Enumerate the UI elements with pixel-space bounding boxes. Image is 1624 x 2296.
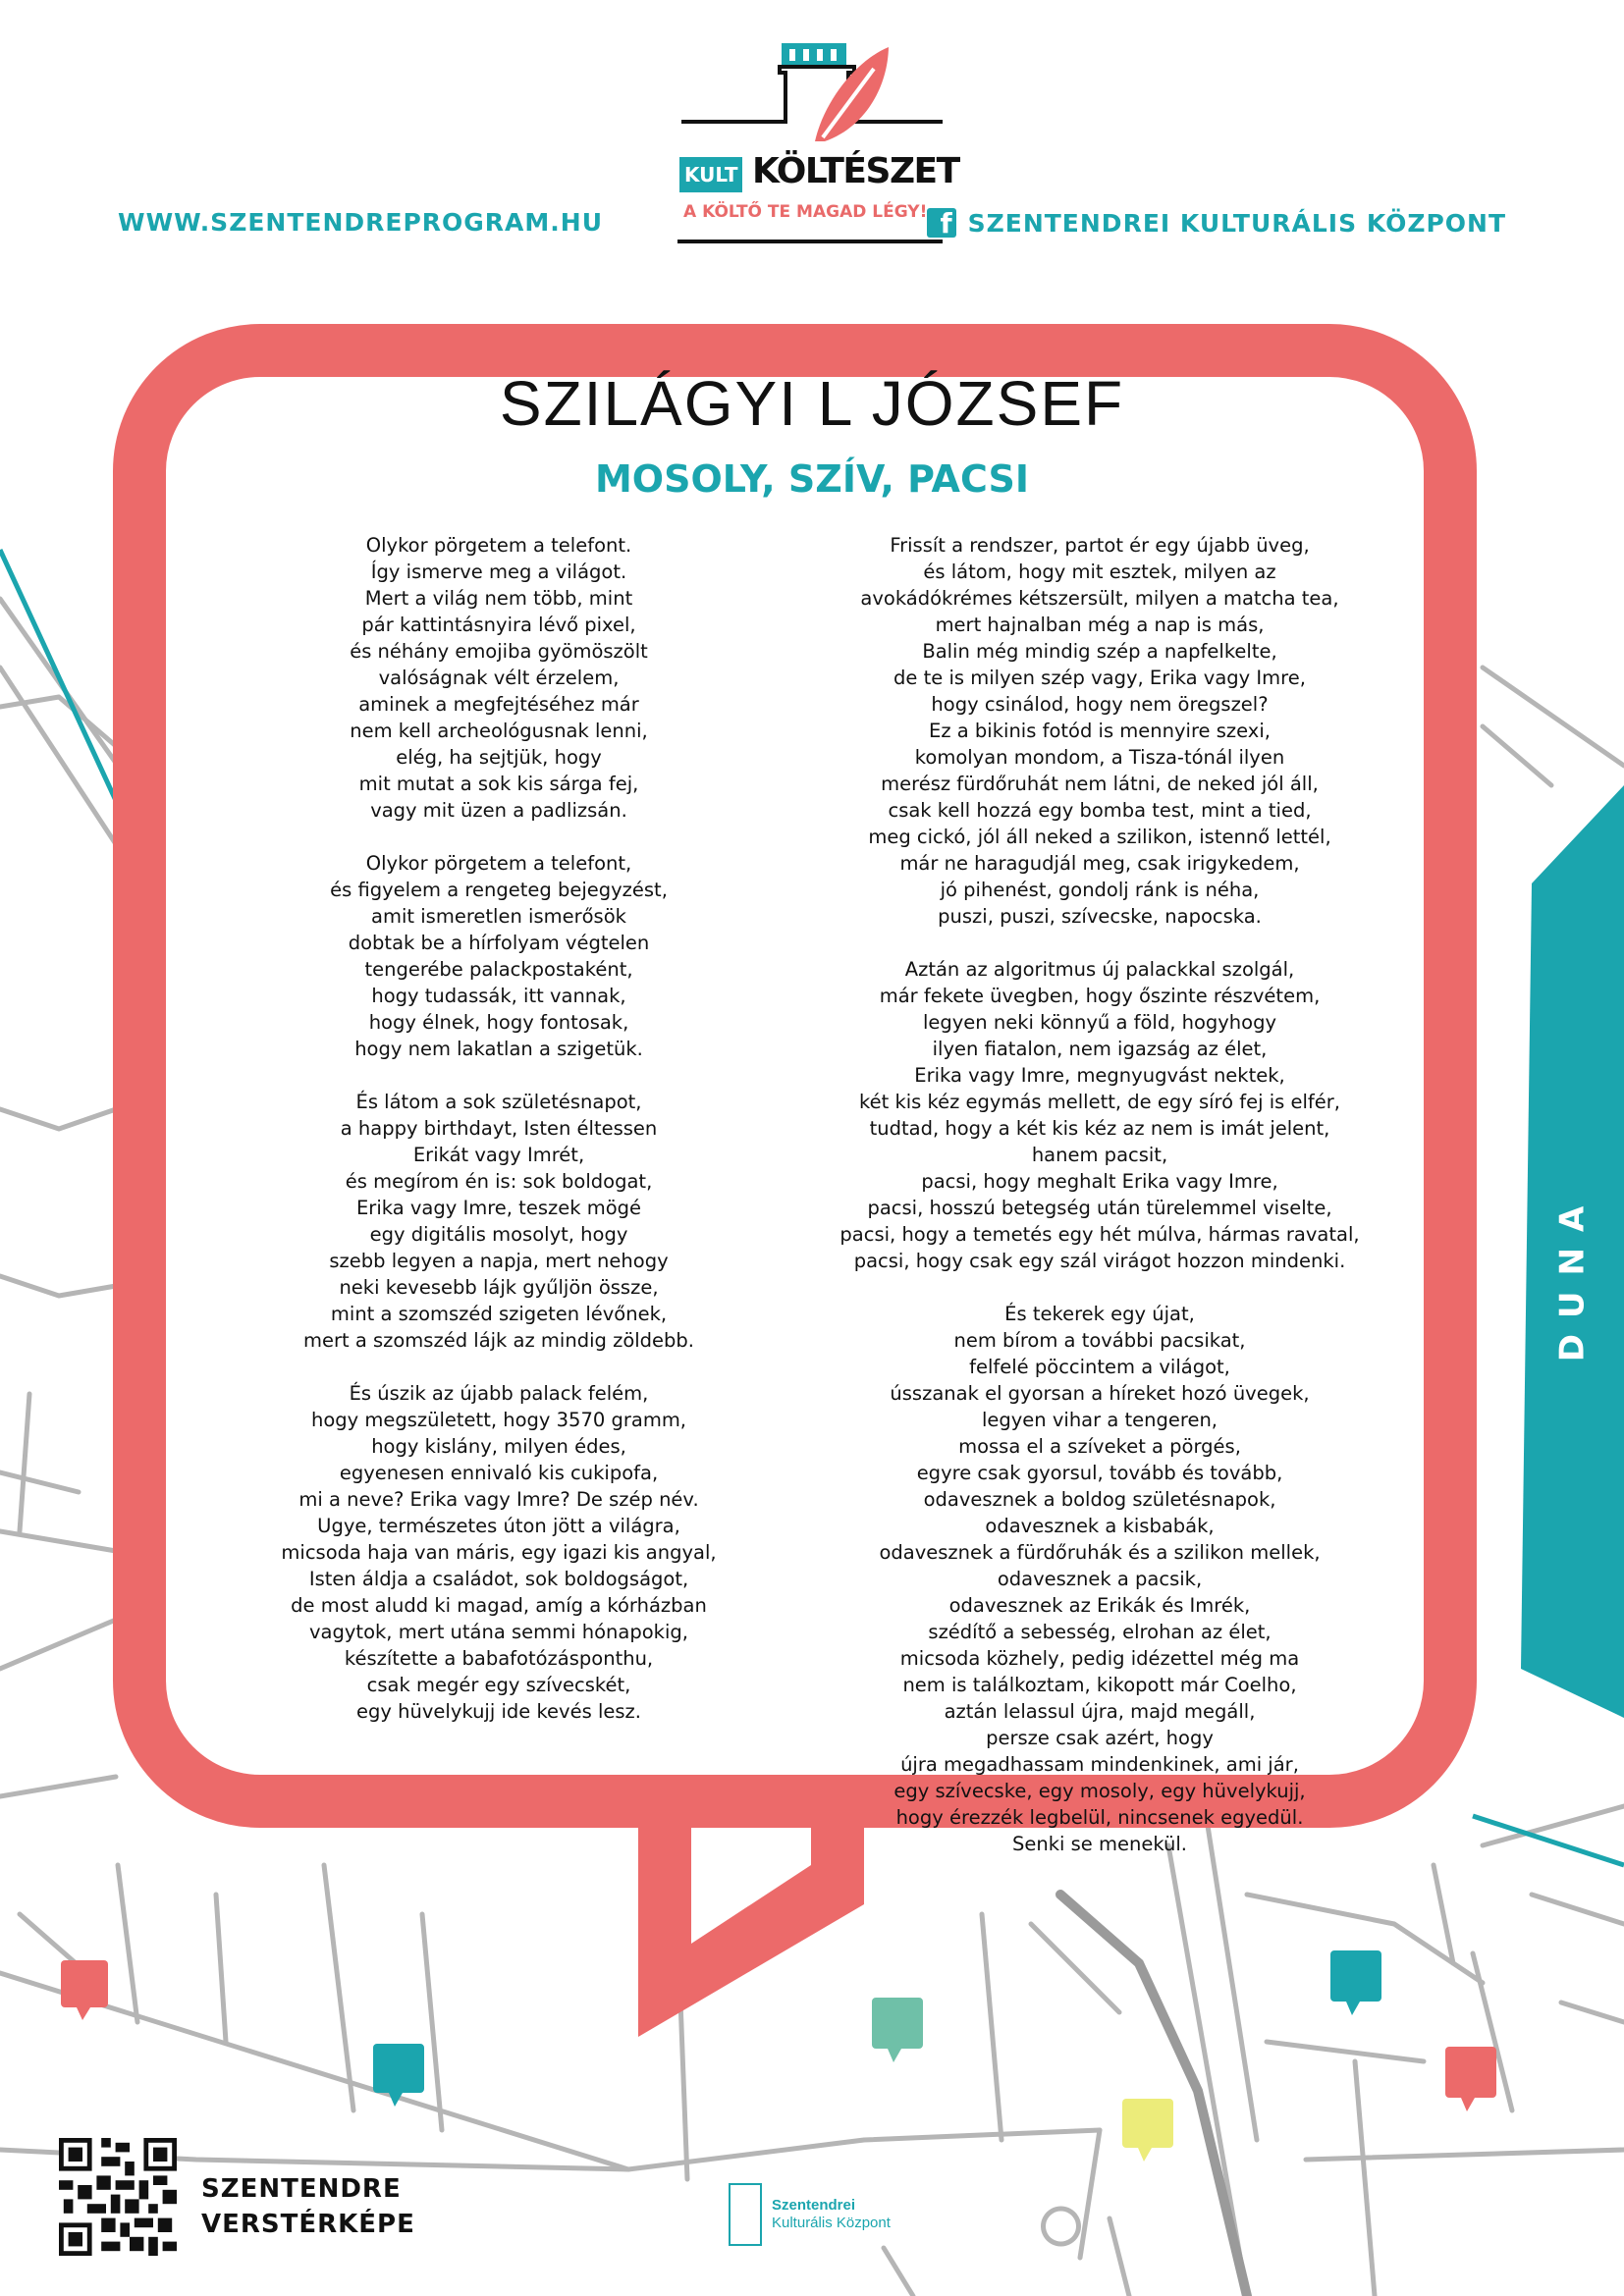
poem-line: hogy csinálod, hogy nem öregszel? xyxy=(931,693,1269,716)
logo-tagline: A KÖLTŐ TE MAGAD LÉGY! xyxy=(683,202,928,222)
poem-line: egy hüvelykujj ide kevés lesz. xyxy=(356,1700,641,1723)
poem-line: merész fürdőruhát nem látni, de neked jól áll, xyxy=(881,773,1319,795)
poem-line: már fekete üvegben, hogy őszinte részvétem, xyxy=(879,985,1321,1007)
poem-stanza xyxy=(224,1380,774,1725)
poem-line: micsoda közhely, pedig idézettel még ma xyxy=(899,1647,1300,1670)
poem-line: két kis kéz egymás mellett, de egy síró fej is elfér, xyxy=(859,1091,1340,1113)
poem-line: hogy megszületett, hogy 3570 gramm, xyxy=(310,1409,687,1431)
poet-name: SZILÁGYI L JÓZSEF xyxy=(499,368,1125,439)
poem-line: Balin még mindig szép a napfelkelte, xyxy=(922,640,1277,663)
poem-line: egyenesen ennivaló kis cukipofa, xyxy=(339,1462,659,1484)
organization-name-line1: Szentendrei xyxy=(772,2197,856,2214)
poem-line: pacsi, hosszú betegség után türelemmel viselte, xyxy=(867,1197,1332,1219)
poem-line: tudtad, hogy a két kis kéz az nem is imát jelent, xyxy=(869,1117,1330,1140)
poem-line: neki kevesebb lájk gyűljön össze, xyxy=(339,1276,659,1299)
poem-line: és figyelem a rengeteg bejegyzést, xyxy=(330,879,668,901)
map-title xyxy=(201,2171,415,2242)
poem-line: dobtak be a hírfolyam végtelen xyxy=(348,932,650,954)
poem-line: odavesznek a pacsik, xyxy=(997,1568,1203,1590)
poem-line: de most aludd ki magad, amíg a kórházban xyxy=(291,1594,707,1617)
qr-code-icon[interactable] xyxy=(59,2138,177,2256)
map-title-line1: SZENTENDRE xyxy=(201,2174,402,2204)
poem-stanza xyxy=(224,532,774,824)
poem-line: Aztán az algoritmus új palackkal szolgál, xyxy=(904,958,1295,981)
poem-line: mi a neve? Erika vagy Imre? De szép név. xyxy=(298,1488,699,1511)
speech-bubble-icon xyxy=(61,1960,108,2020)
speech-bubble-icon xyxy=(1330,1950,1381,2015)
poem-line: nem kell archeológusnak lenni, xyxy=(350,720,648,742)
poem-line: már ne haragudjál meg, csak irigykedem, xyxy=(899,852,1300,875)
poem-line: hogy tudassák, itt vannak, xyxy=(371,985,626,1007)
poem-line: hogy érezzék legbelül, nincsenek egyedül. xyxy=(895,1806,1304,1829)
poem-line: a happy birthdayt, Isten éltessen xyxy=(340,1117,658,1140)
poem-line: Olykor pörgetem a telefont, xyxy=(365,852,632,875)
poem-line: egy digitális mosolyt, hogy xyxy=(369,1223,628,1246)
organization-logo-icon xyxy=(729,2183,762,2246)
poem-line: készítette a babafotózásponthu, xyxy=(344,1647,654,1670)
poem-stanza xyxy=(825,532,1375,930)
poem-line: és látom, hogy mit esztek, milyen az xyxy=(923,561,1276,583)
poem-line: komolyan mondom, a Tisza-tónál ilyen xyxy=(914,746,1285,769)
river-label-text: DUNA xyxy=(1552,1190,1593,1362)
facebook-icon: f xyxy=(927,208,956,238)
poem-line: aztán lelassul újra, majd megáll, xyxy=(944,1700,1256,1723)
poem-line: vagy mit üzen a padlizsán. xyxy=(370,799,627,822)
poem-line: ússzanak el gyorsan a híreket hozó üvegek, xyxy=(890,1382,1310,1405)
logo-badge: KULT xyxy=(679,157,742,192)
poem-line: mert hajnalban még a nap is más, xyxy=(935,614,1265,636)
poem-line: egy szívecske, egy mosoly, egy hüvelykujj, xyxy=(893,1780,1306,1802)
poem-line: avokádókrémes kétszersült, milyen a matcha tea, xyxy=(860,587,1339,610)
poem-line: És úszik az újabb palack felém, xyxy=(349,1382,649,1405)
poem-line: micsoda haja van máris, egy igazi kis angyal, xyxy=(281,1541,717,1564)
poem-line: puszi, puszi, szívecske, napocska. xyxy=(938,905,1262,928)
poem-line: meg cickó, jól áll neked a szilikon, istennő lettél, xyxy=(868,826,1331,848)
poem-line: mossa el a szíveket a pörgés, xyxy=(958,1435,1241,1458)
poem-line: Ez a bikinis fotód is mennyire szexi, xyxy=(929,720,1271,742)
poem-line: Erika vagy Imre, teszek mögé xyxy=(355,1197,641,1219)
poem-line: És látom a sok születésnapot, xyxy=(355,1091,642,1113)
poem-line: nem is találkoztam, kikopott már Coelho, xyxy=(902,1674,1297,1696)
poem-line: odavesznek a kisbabák, xyxy=(985,1515,1215,1537)
poem-line: csak megér egy szívecskét, xyxy=(366,1674,631,1696)
poem-stanza xyxy=(224,1089,774,1354)
logo-title: KÖLTÉSZET xyxy=(752,151,959,191)
facebook-link[interactable] xyxy=(927,208,1506,238)
poem-line: valóságnak vélt érzelem, xyxy=(378,667,620,689)
poem-line: hogy kislány, milyen édes, xyxy=(371,1435,626,1458)
poem-line: amit ismeretlen ismerősök xyxy=(371,905,626,928)
poem-line: hanem pacsit, xyxy=(1031,1144,1168,1166)
poem-stanza xyxy=(825,1301,1375,1857)
poem-line: Olykor pörgetem a telefont. xyxy=(365,534,632,557)
poem-line: jó pihenést, gondolj ránk is néha, xyxy=(940,879,1260,901)
speech-bubble-icon xyxy=(373,2044,424,2107)
poem-line: felfelé pöccintem a világot, xyxy=(969,1356,1230,1378)
poem-line: nem bírom a további pacsikat, xyxy=(953,1329,1246,1352)
poem-line: pacsi, hogy meghalt Erika vagy Imre, xyxy=(921,1170,1278,1193)
poem-line: elég, ha sejtjük, hogy xyxy=(396,746,602,769)
poem-line: odavesznek az Erikák és Imrék, xyxy=(948,1594,1251,1617)
poem-stanza xyxy=(224,850,774,1062)
speech-bubble-icon xyxy=(1122,2099,1173,2162)
poem-line: pacsi, hogy a temetés egy hét múlva, hármas ravatal, xyxy=(839,1223,1360,1246)
poem-line: Erikát vagy Imrét, xyxy=(412,1144,585,1166)
ink-pot-feather-icon xyxy=(677,39,947,157)
poem-line: pár kattintásnyira lévő pixel, xyxy=(361,614,636,636)
poem-line: hogy nem lakatlan a szigetük. xyxy=(354,1038,643,1060)
poem-line: újra megadhassam mindenkinek, ami jár, xyxy=(900,1753,1299,1776)
poem-line: hogy élnek, hogy fontosak, xyxy=(368,1011,629,1034)
speech-bubble-icon xyxy=(1445,2047,1496,2111)
poem-line: Frissít a rendszer, partot ér egy újabb üveg, xyxy=(890,534,1310,557)
poem-line: legyen vihar a tengeren, xyxy=(981,1409,1218,1431)
poem-line: és néhány emojiba gyömöszölt xyxy=(350,640,648,663)
poem-line: persze csak azért, hogy xyxy=(986,1727,1214,1749)
poem-line: csak kell hozzá egy bomba test, mint a tied, xyxy=(888,799,1312,822)
poem-line: Mert a világ nem több, mint xyxy=(364,587,633,610)
poem-right-column xyxy=(825,532,1375,1884)
poem-line: legyen neki könnyű a föld, hogyhogy xyxy=(922,1011,1277,1034)
poem-line: odavesznek a fürdőruhák és a szilikon mellek, xyxy=(879,1541,1321,1564)
kult-kolteszet-logo xyxy=(677,39,959,247)
poem-line: Erika vagy Imre, megnyugvást nektek, xyxy=(914,1064,1285,1087)
river-label xyxy=(1521,1158,1624,1394)
logo-divider xyxy=(677,240,943,243)
poem-line: mit mutat a sok kis sárga fej, xyxy=(358,773,639,795)
speech-bubble-icon xyxy=(872,1998,923,2062)
poem-line: Isten áldja a családot, sok boldogságot, xyxy=(308,1568,689,1590)
facebook-label: SZENTENDREI KULTURÁLIS KÖZPONT xyxy=(967,208,1506,238)
poem-stanza xyxy=(825,956,1375,1274)
poem-line: aminek a megfejtéséhez már xyxy=(358,693,639,716)
poem-line: szédítő a sebesség, elrohan az élet, xyxy=(928,1621,1272,1643)
poem-line: odavesznek a boldog születésnapok, xyxy=(923,1488,1276,1511)
poem-line: és megírom én is: sok boldogat, xyxy=(345,1170,653,1193)
website-link[interactable]: WWW.SZENTENDREPROGRAM.HU xyxy=(118,208,603,237)
poem-line: de te is milyen szép vagy, Erika vagy Imre, xyxy=(893,667,1306,689)
poem-line: Így ismerve meg a világot. xyxy=(370,561,627,583)
poem-left-column xyxy=(224,532,774,1751)
poem-line: mert a szomszéd lájk az mindig zöldebb. xyxy=(302,1329,694,1352)
poem-line: Ugye, természetes úton jött a világra, xyxy=(317,1515,680,1537)
organization-name-line2: Kulturális Központ xyxy=(772,2215,891,2231)
poem-line: pacsi, hogy csak egy szál virágot hozzon mindenki. xyxy=(853,1250,1346,1272)
poem-line: És tekerek egy újat, xyxy=(1004,1303,1195,1325)
poem-line: szebb legyen a napja, mert nehogy xyxy=(329,1250,669,1272)
map-title-line2: VERSTÉRKÉPE xyxy=(201,2210,415,2239)
poem-line: Senki se menekül. xyxy=(1011,1833,1187,1855)
poem-line: mint a szomszéd szigeten lévőnek, xyxy=(330,1303,668,1325)
poem-line: egyre csak gyorsul, tovább és tovább, xyxy=(916,1462,1283,1484)
poem-line: tengerébe palackpostaként, xyxy=(364,958,633,981)
poem-title: MOSOLY, SZÍV, PACSI xyxy=(594,457,1030,501)
poem-line: ilyen fiatalon, nem igazság az élet, xyxy=(932,1038,1268,1060)
poem-line: vagytok, mert utána semmi hónapokig, xyxy=(309,1621,688,1643)
organization-logo xyxy=(729,2183,891,2246)
